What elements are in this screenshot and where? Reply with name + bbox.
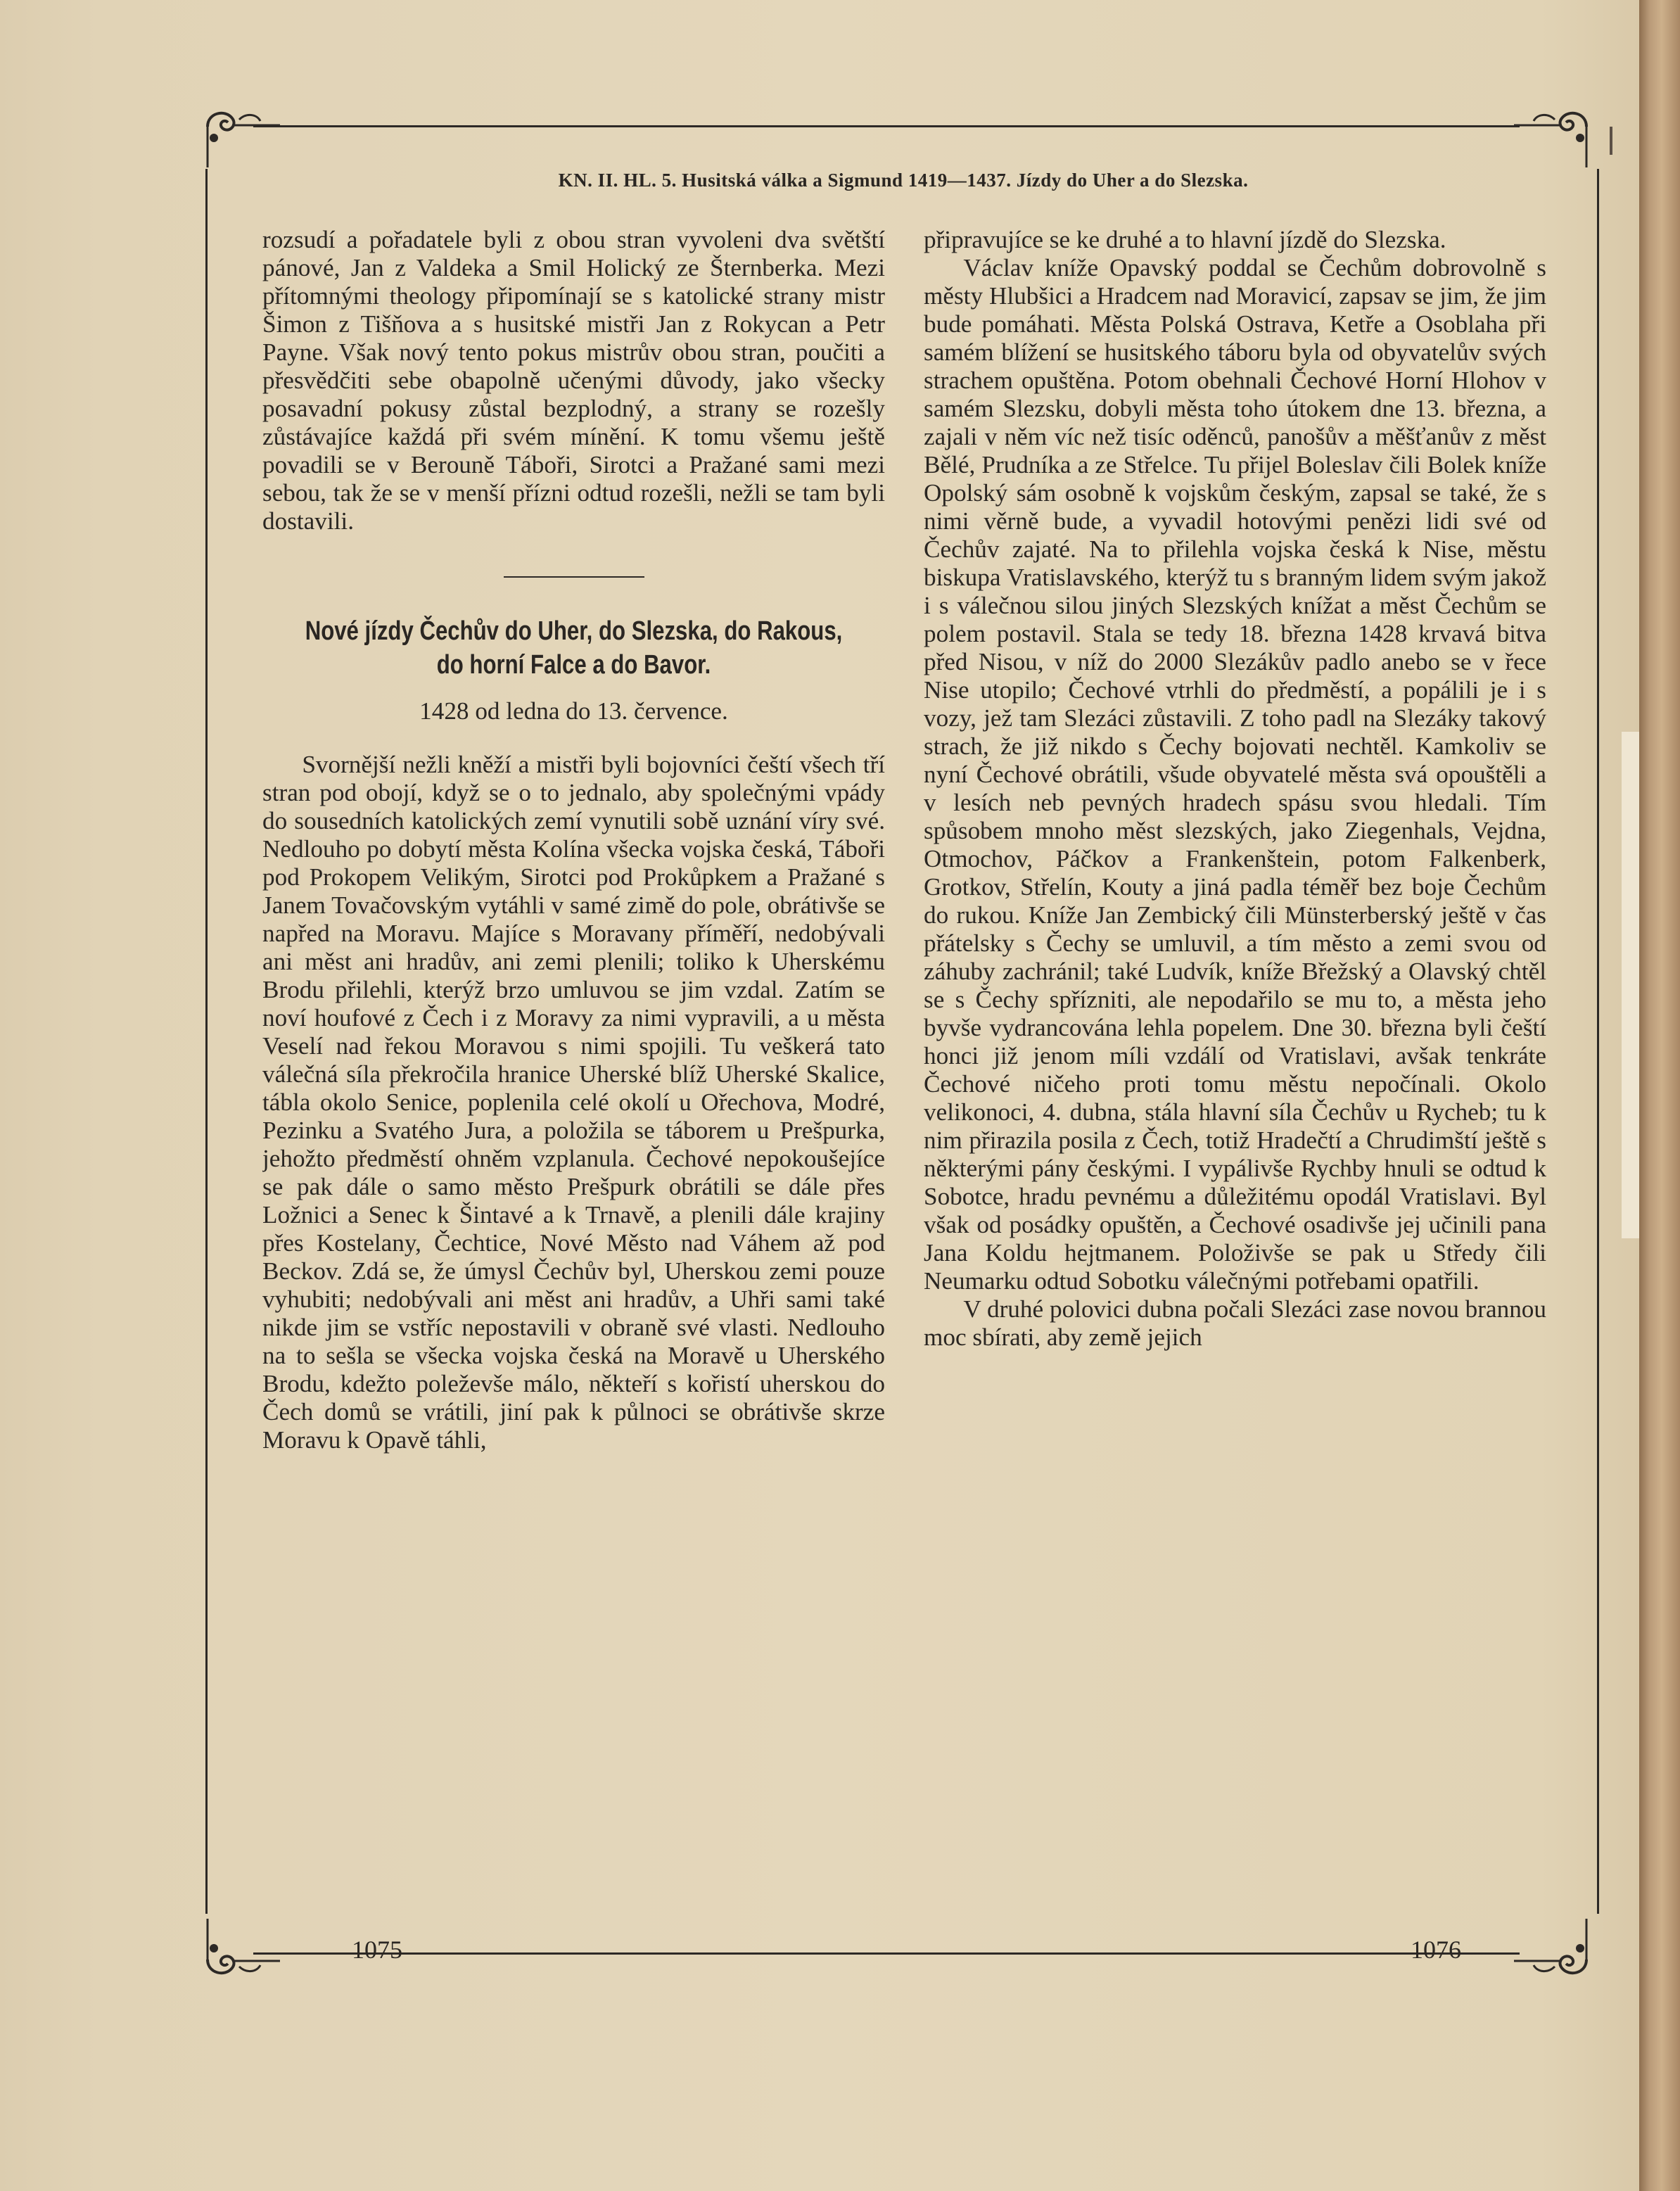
frame-rule-bottom (253, 1952, 1520, 1955)
frame-rule-right (1597, 169, 1599, 1914)
frame-rule-top (253, 125, 1520, 127)
right-column (924, 226, 1546, 1907)
left-paragraph-2: Svornější nežli kněží a mistři byli bojovníci čeští všech tří stran pod obojí, když se o to jednalo, aby společnými vpády do sousedních katolických zemí vynutili sobě uznání víry své. Nedlouho po dobytí města Kolína všecka vojska česká, Táboři pod Prokopem Velikým, Sirotci pod Prokůpkem a Pražané s Janem Tovačovským vytáhli v samé zimě do pole, obrátivše se napřed na Moravu. Majíce s Moravany příměří, nedobývali ani měst ani hradův, ani zemi plenili; toliko k Uherskému Brodu přilehli, kterýž brzo umluvou se jim vzdal. Zatím se noví houfové z Čech i z Moravy za nimi vypravili, a u města Veselí nad řekou Moravou s nimi spojili. Tu veškerá tato válečná síla překročila hranice Uherské blíž Uherské Skalice, tábla okolo Senice, poplenila celé okolí u Ořechova, Modré, Pezinku a Svatého Jura, a položila se táborem u Prešpurka, jehožto předměstí ohněm vzplanula. Čechové nepokoušejíce se pak dále o samo město Prešpurk obrátili se dále přes Ložnici a Senec k Šintavé a k Trnavě, a plenili dále krajiny přes Kostelany, Čechtice, Nové Město nad Váhem až pod Beckov. Zdá se, že úmysl Čechův byl, Uherskou zemi pouze vyhubiti; nedobývali ani měst ani hradův, a Uhři sami také nikde jim se vstříc nepostavili v obraně své vlasti. Nedlouho na to sešla se všecka vojska česká na Moravě u Uherského Brodu, kdežto poleževše málo, někteří s kořistí uherskou do Čech domů se vrátili, jiní pak k půlnoci se obrátivše skrze Moravu k Opavě táhli, (262, 751, 885, 1454)
right-paragraph-3: V druhé polovici dubna počali Slezáci zase novou brannou moc sbírati, aby země jejich (924, 1295, 1546, 1351)
corner-ornament-top-right (1513, 106, 1597, 169)
adjacent-page-edge (1639, 0, 1680, 2191)
section-title-line-2: do horní Falce a do Bavor. (436, 650, 711, 680)
frame-rule-left (205, 169, 208, 1914)
section-title-line-1: Nové jízdy Čechův do Uher, do Slezska, do Rakous, (305, 616, 843, 646)
page-edge-mark (1610, 127, 1612, 155)
corner-ornament-bottom-left (197, 1917, 281, 1981)
page-edge-tab (1622, 732, 1639, 1238)
left-column (262, 226, 885, 1907)
section-title (284, 614, 863, 682)
corner-ornament-bottom-right (1513, 1917, 1597, 1981)
page-number-left: 1075 (352, 1936, 402, 1964)
page-number-right: 1076 (1411, 1936, 1461, 1964)
section-separator-rule (504, 576, 644, 578)
left-paragraph-continued: rozsudí a pořadatele byli z obou stran vyvoleni dva světští pánové, Jan z Valdeka a Smil Holický ze Šternberka. Mezi přítomnými theology připomínají se s katolické strany mistr Šimon z Tišňova a s husitské mistři Jan z Rokycan a Petr Payne. Však nový tento pokus mistrův obou stran, poučiti a přesvědčiti sebe obapolně učenými důvody, jako všecky posavadní pokusy zůstal bezplodný, a strany se rozešly zůstávajíce každá při svém mínění. K tomu všemu ještě povadili se v Berouně Táboři, Sirotci a Pražané sami mezi sebou, tak že se v menší přízni odtud rozešli, nežli se tam byli dostavili. (262, 226, 885, 535)
right-paragraph-continued: připravujíce se ke druhé a to hlavní jízdě do Slezska. (924, 226, 1446, 253)
right-paragraph-2: Václav kníže Opavský poddal se Čechům dobrovolně s městy Hlubšici a Hradcem nad Moravicí, zapsav se jim, že jim bude pomáhati. Města Polská Ostrava, Ketře a Osoblaha při samém blížení se husitského táboru byla od obyvatelův svých strachem opuštěna. Potom obehnali Čechové Horní Hlohov v samém Slezsku, dobyli města toho útokem dne 13. března, a zajali v něm víc než tisíc oděnců, panošův a měšťanův z měst Bělé, Prudníka a ze Střelce. Tu přijel Boleslav čili Bolek kníže Opolský sám osobně k vojskům českým, zapsal se také, že s nimi věrně bude, a vyvadil hotovými penězi lidi své od Čechův zajaté. Na to přilehla vojska česká k Nise, městu biskupa Vratislavského, kterýž tu s branným lidem svým jakož i s válečnou silou jiných Slezských knížat a měst Čechům se polem postavil. Stala se tedy 18. března 1428 krvavá bitva před Nisou, v níž do 2000 Slezákův padlo anebo se v řece Nise utopilo; Čechové vtrhli do předměstí, a popálili je i s vozy, jež tam Slezáci zůstavili. Z toho padl na Slezáky takový strach, že již nikdo s Čechy bojovati nechtěl. Kamkoliv se nyní Čechové obrátili, všude obyvatelé města svá opouštěli a v lesích neb pevných hradech spásu svou hledali. Tím spůsobem mnoho měst slezských, jako Ziegenhals, Vejdna, Otmochov, Páčkov a Frankenštein, potom Falkenberk, Grotkov, Střelín, Kouty a jiná padla téměř bez boje Čechům do rukou. Kníže Jan Zembický čili Münsterberský ještě v čas přátelsky s Čechy se umluvil, a tím město a zemi svou od záhuby zachránil; také Ludvík, kníže Břežský a Olavský chtěl se s Čechy spřízniti, ale nepodařilo se mu to, a města jeho byvše vydrancována lehla popelem. Dne 30. března byli čeští honci již jenom míli vzdálí od Vratislavi, avšak tenkráte Čechové ničeho proti tomu městu nepočínali. Okolo velikonoci, 4. dubna, stála hlavní síla Čechův u Rycheb; tu k nim přirazila posila z Čech, totiž Hradečtí a Chrudimští ještě s některými pány českými. I vypálivše Rychby hnuli se odtud k Sobotce, hradu pevnému a důležitému opodál Vratislavi. Byl však od posádky opuštěn, a Čechové osadivše jej učinili pana Jana Koldu hejtmanem. Položivše se pak u Středy čili Neumarku odtud Sobotku válečnými potřebami opatřili. (924, 254, 1546, 1295)
section-dateline: 1428 od ledna do 13. července. (419, 697, 728, 725)
running-header: KN. II. HL. 5. Husitská válka a Sigmund 1419—1437. Jízdy do Uher a do Slezska. (558, 170, 1249, 191)
corner-ornament-top-left (197, 106, 281, 169)
